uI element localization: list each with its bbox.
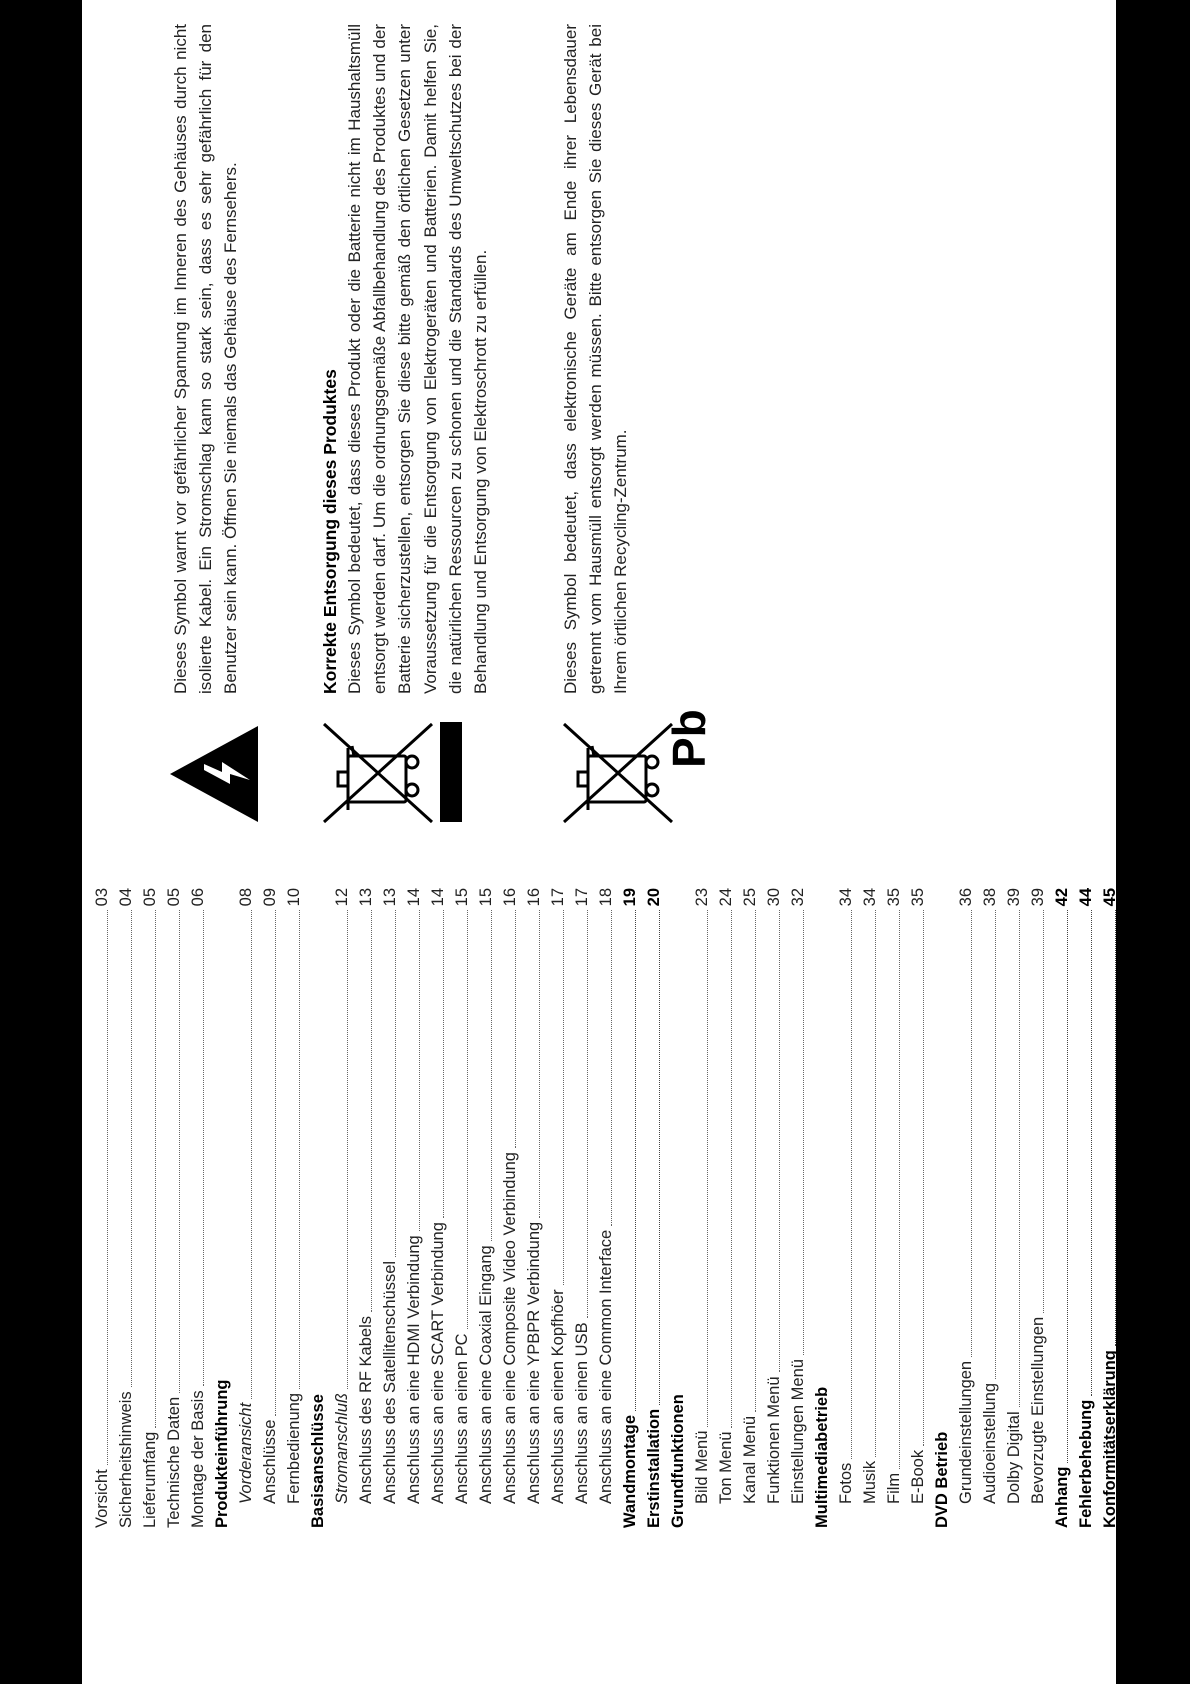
- toc-entry: [592, 888, 616, 1528]
- toc-leader-dots: [995, 910, 996, 1379]
- toc-entry: [424, 888, 448, 1528]
- toc-entry: [232, 888, 256, 1528]
- toc-entry-title: Erstinstallation: [645, 1408, 663, 1528]
- toc-entry: [736, 888, 760, 1528]
- toc-entry-title: Anschluss an eine Composite Video Verbindung: [501, 1152, 519, 1504]
- disposal-block: [318, 24, 493, 694]
- toc-entry-title: Vorderansicht: [237, 1402, 255, 1504]
- toc-entry-page: 05: [165, 888, 183, 907]
- toc-entry-title: Anschluss an einen USB: [573, 1322, 591, 1504]
- toc-entry-title: Bild Menü: [693, 1430, 711, 1504]
- warning-text: Dieses Symbol warnt vor gefährlicher Spannung im Inneren des Gehäuses durch nicht isolierte Kabel. Ein Stromschlag kann so stark sein, dass es sehr gefährlich für den Benutzer sein kann. Öffnen Sie niemals das Gehäuse des Fernsehers.: [171, 24, 241, 694]
- toc-entry-title: Anhang: [1053, 1466, 1071, 1528]
- toc-entry: [88, 888, 112, 1528]
- toc-entry-title: Grundeinstellungen: [957, 1360, 975, 1504]
- toc-entry: [112, 888, 136, 1528]
- toc-entry: [400, 888, 424, 1528]
- toc-entry: [208, 888, 232, 1528]
- toc-leader-dots: [107, 910, 108, 1465]
- toc-leader-dots: [803, 910, 804, 1355]
- toc-entry-page: 39: [1005, 888, 1023, 907]
- toc-entry: [472, 888, 496, 1528]
- crossed-out-wheelie-bin-icon: [314, 712, 464, 832]
- toc-entry-page: 24: [717, 888, 735, 907]
- toc-entry-page: 17: [573, 888, 591, 907]
- toc-entry: [136, 888, 160, 1528]
- toc-entry: [928, 888, 952, 1528]
- toc-entry-title: Anschluss an eine HDMI Verbindung: [405, 1235, 423, 1504]
- toc-entry: [616, 888, 640, 1528]
- toc-entry-title: Fotos: [837, 1462, 855, 1504]
- toc-entry-page: 44: [1077, 888, 1095, 907]
- toc-leader-dots: [707, 910, 708, 1426]
- toc-entry: [256, 888, 280, 1528]
- toc-leader-dots: [179, 910, 180, 1392]
- toc-entry-title: Sicherheitshinweis: [117, 1391, 135, 1528]
- toc-leader-dots: [1019, 910, 1020, 1407]
- toc-entry-title: Anschluss des RF Kabels: [357, 1315, 375, 1504]
- toc-leader-dots: [587, 910, 588, 1318]
- toc-entry: [832, 888, 856, 1528]
- manual-page: [82, 0, 1119, 1684]
- toc-leader-dots: [131, 910, 132, 1387]
- toc-leader-dots: [467, 910, 468, 1329]
- toc-leader-dots: [755, 910, 756, 1412]
- toc-entry-page: 05: [141, 888, 159, 907]
- toc-entry: [856, 888, 880, 1528]
- toc-leader-dots: [299, 910, 300, 1389]
- toc-entry-page: 15: [477, 888, 495, 907]
- toc-entry-title: DVD Betrieb: [933, 1431, 951, 1528]
- toc-entry-page: 45: [1101, 888, 1119, 907]
- toc-entry: [1072, 888, 1096, 1528]
- toc-entry: [544, 888, 568, 1528]
- toc-entry-page: 38: [981, 888, 999, 907]
- toc-leader-dots: [1091, 910, 1092, 1395]
- toc-leader-dots: [563, 910, 564, 1285]
- toc-entry-page: 19: [621, 888, 639, 907]
- toc-entry: [1096, 888, 1120, 1528]
- toc-entry-title: Multimediabetrieb: [813, 1386, 831, 1528]
- toc-entry-page: 03: [93, 888, 111, 907]
- toc-entry-page: 08: [237, 888, 255, 907]
- toc-leader-dots: [251, 910, 252, 1398]
- warning-block: [168, 24, 244, 694]
- toc-entry: [448, 888, 472, 1528]
- toc-entry: [184, 888, 208, 1528]
- toc-leader-dots: [1067, 910, 1068, 1462]
- toc-entry-page: 14: [405, 888, 423, 907]
- toc-entry-page: 15: [453, 888, 471, 907]
- toc-entry-page: 35: [885, 888, 903, 907]
- toc-entry: [280, 888, 304, 1528]
- toc-entry-title: Konformitätserklärung: [1101, 1350, 1119, 1528]
- toc-leader-dots: [635, 910, 636, 1411]
- toc-entry: [952, 888, 976, 1528]
- toc-entry-title: Technische Daten: [165, 1396, 183, 1528]
- toc-entry: [664, 888, 688, 1528]
- toc-leader-dots: [491, 910, 492, 1241]
- toc-entry: [328, 888, 352, 1528]
- toc-entry-title: Anschluss des Satellitenschüssel: [381, 1260, 399, 1504]
- rotated-content: [82, 0, 1119, 1684]
- toc-entry: [784, 888, 808, 1528]
- toc-entry-title: Fernbedienung: [285, 1392, 303, 1504]
- toc-entry-title: Ton Menü: [717, 1431, 735, 1504]
- toc-leader-dots: [203, 910, 204, 1386]
- toc-entry-page: 18: [597, 888, 615, 907]
- toc-entry-page: 04: [117, 888, 135, 907]
- toc-entry-page: 34: [861, 888, 879, 907]
- toc-entry: [1000, 888, 1024, 1528]
- toc-entry: [520, 888, 544, 1528]
- toc-leader-dots: [659, 910, 660, 1404]
- toc-entry-page: 06: [189, 888, 207, 907]
- toc-entry-page: 32: [789, 888, 807, 907]
- toc-entry-title: Film: [885, 1472, 903, 1504]
- toc-entry-title: Kanal Menü: [741, 1415, 759, 1504]
- toc-entry-title: Vorsicht: [93, 1469, 111, 1528]
- toc-entry-page: 39: [1029, 888, 1047, 907]
- toc-leader-dots: [611, 910, 612, 1225]
- toc-entry-title: Produkteinführung: [213, 1379, 231, 1528]
- toc-entry-title: Anschluss an einen PC: [453, 1333, 471, 1504]
- toc-entry-title: Audioeinstellung: [981, 1382, 999, 1504]
- pb-label: Pb: [663, 709, 715, 768]
- toc-entry: [976, 888, 1000, 1528]
- toc-leader-dots: [347, 910, 348, 1389]
- toc-entry-title: Montage der Basis: [189, 1390, 207, 1528]
- battery-block: [558, 24, 634, 694]
- toc-leader-dots: [971, 910, 972, 1357]
- toc-entry-page: 17: [549, 888, 567, 907]
- toc-entry-title: Einstellungen Menü: [789, 1359, 807, 1504]
- toc-entry-title: Fehlerbehebung: [1077, 1399, 1095, 1528]
- toc-entry-page: 36: [957, 888, 975, 907]
- toc-entry-title: Stromanschluß: [333, 1393, 351, 1504]
- toc-leader-dots: [923, 910, 924, 1446]
- toc-entry: [376, 888, 400, 1528]
- toc-entry-title: Bevorzugte Einstellungen: [1029, 1316, 1047, 1504]
- toc-leader-dots: [539, 910, 540, 1217]
- toc-entry-title: Anschluss an einen Kopfhöer: [549, 1289, 567, 1504]
- toc-entry-title: Anschluss an eine YPBPR Verbindung: [525, 1221, 543, 1504]
- toc-entry-page: 23: [693, 888, 711, 907]
- toc-entry-page: 13: [381, 888, 399, 907]
- toc-leader-dots: [275, 910, 276, 1415]
- toc-leader-dots: [1115, 910, 1116, 1346]
- toc-leader-dots: [1043, 910, 1044, 1313]
- toc-entry-page: 13: [357, 888, 375, 907]
- toc-leader-dots: [371, 910, 372, 1312]
- toc-entry: [304, 888, 328, 1528]
- toc-entry: [640, 888, 664, 1528]
- toc-entry-page: 10: [285, 888, 303, 907]
- toc-entry-title: Musik: [861, 1460, 879, 1504]
- toc-entry-page: 16: [525, 888, 543, 907]
- toc-entry: [160, 888, 184, 1528]
- toc-entry-title: E-Book: [909, 1449, 927, 1504]
- toc-entry-page: 42: [1053, 888, 1071, 907]
- toc-entry-page: 20: [645, 888, 663, 907]
- toc-leader-dots: [851, 910, 852, 1458]
- toc-entry-title: Lieferumfang: [141, 1431, 159, 1528]
- toc-entry-title: Funktionen Menü: [765, 1376, 783, 1504]
- toc-entry: [568, 888, 592, 1528]
- toc-entry: [808, 888, 832, 1528]
- toc-entry-page: 30: [765, 888, 783, 907]
- toc-entry: [496, 888, 520, 1528]
- toc-entry: [760, 888, 784, 1528]
- toc-entry: [712, 888, 736, 1528]
- toc-entry-title: Anschluss an eine SCART Verbindung: [429, 1222, 447, 1504]
- toc-leader-dots: [899, 910, 900, 1468]
- toc-leader-dots: [155, 910, 156, 1427]
- toc-entry-page: 35: [909, 888, 927, 907]
- toc-entry: [1024, 888, 1048, 1528]
- toc-entry: [904, 888, 928, 1528]
- toc-entry-title: Basisanschlüsse: [309, 1394, 327, 1528]
- toc-entry-page: 09: [261, 888, 279, 907]
- toc-entry-page: 34: [837, 888, 855, 907]
- toc-leader-dots: [779, 910, 780, 1372]
- table-of-contents: [88, 888, 1120, 1528]
- disposal-heading: Korrekte Entsorgung dieses Produktes: [320, 369, 340, 694]
- toc-entry: [352, 888, 376, 1528]
- toc-entry-title: Wandmontage: [621, 1414, 639, 1528]
- battery-text: Dieses Symbol bedeutet, dass elektronische Geräte am Ende ihrer Lebensdauer getrennt vom Hausmüll entsorgt werden müssen. Bitte entsorgen Sie dieses Gerät bei Ihrem örtlichen Recycling-Zentrum.: [561, 24, 631, 694]
- toc-leader-dots: [443, 910, 444, 1218]
- toc-entry: [1048, 888, 1072, 1528]
- toc-leader-dots: [395, 910, 396, 1257]
- toc-leader-dots: [419, 910, 420, 1231]
- toc-entry-title: Dolby Digital: [1005, 1411, 1023, 1504]
- toc-entry: [688, 888, 712, 1528]
- toc-entry-title: Anschluss an eine Common Interface: [597, 1229, 615, 1504]
- toc-entry-title: Anschluss an eine Coaxial Eingang: [477, 1245, 495, 1504]
- toc-entry: [880, 888, 904, 1528]
- toc-entry-title: Anschlüsse: [261, 1419, 279, 1504]
- toc-leader-dots: [875, 910, 876, 1457]
- toc-entry-page: 12: [333, 888, 351, 907]
- toc-leader-dots: [731, 910, 732, 1427]
- toc-entry-page: 16: [501, 888, 519, 907]
- toc-entry-title: Grundfunktionen: [669, 1394, 687, 1528]
- toc-entry-page: 25: [741, 888, 759, 907]
- toc-entry-page: 14: [429, 888, 447, 907]
- lightning-warning-triangle-icon: [168, 724, 260, 824]
- disposal-text: Dieses Symbol bedeutet, dass dieses Produkt oder die Batterie nicht im Haushaltsmüll entsorgt werden darf. Um die ordnungsgemäße Abfallbehandlung des Produktes und der Batterie sicherzustellen, entsorgen Sie diese bitte gemäß den örtlichen Gesetzen unter Voraussetzung für die Entsorgung von Elektrogeräten und Batterien. Damit helfen Sie, die natürlichen Ressourcen zu schonen und die Standards des Umweltschutzes bei der Behandlung und Entsorgung von Elektroschrott zu erfüllen.: [345, 24, 491, 694]
- toc-leader-dots: [515, 910, 516, 1148]
